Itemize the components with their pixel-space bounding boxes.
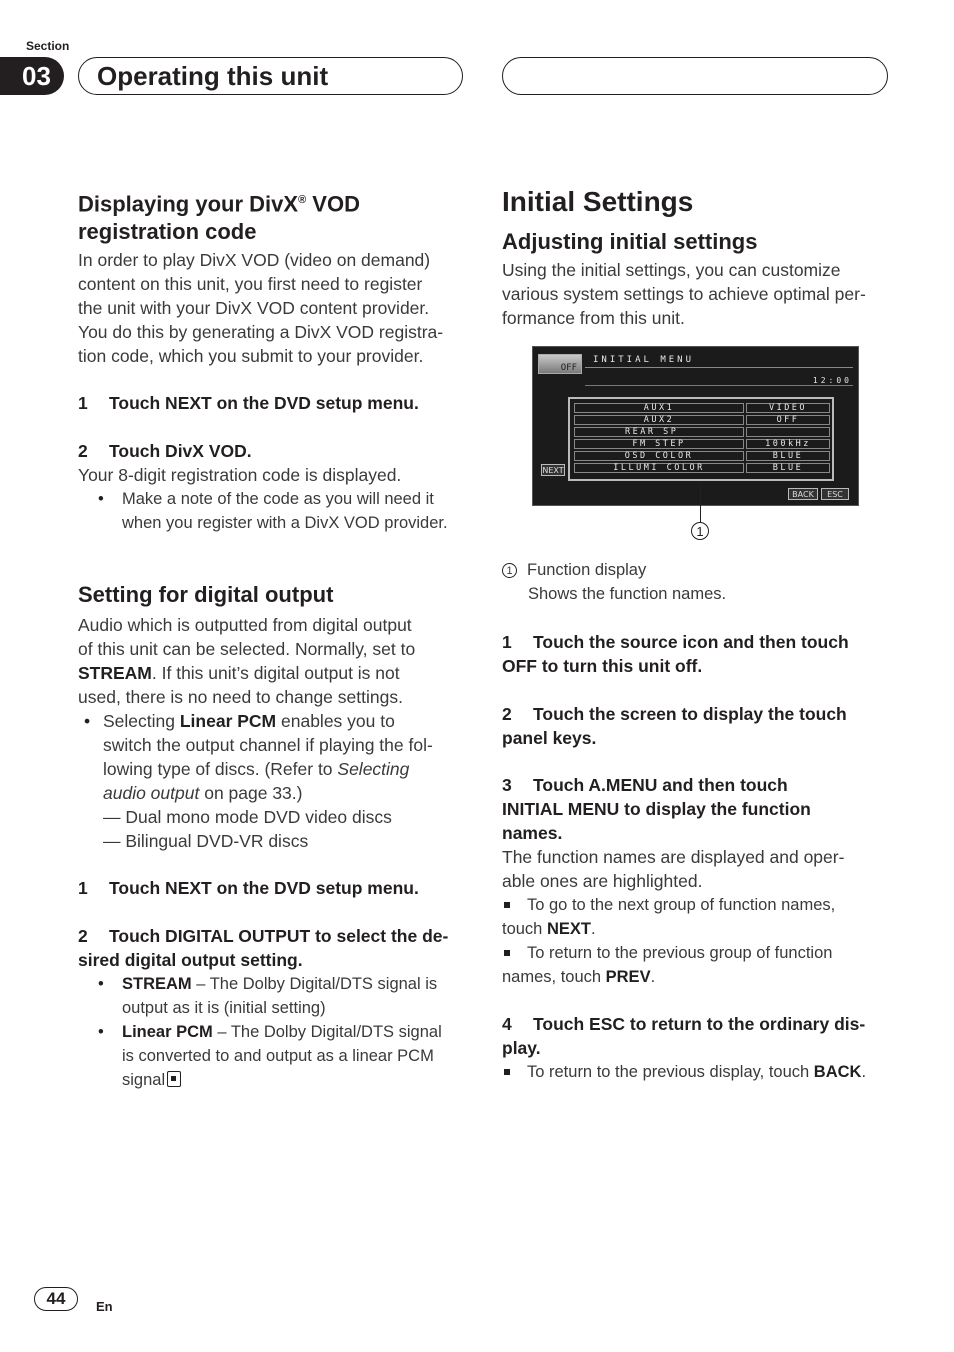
init-step-3: 3 Touch A.MENU and then touch INITIAL MENU to display the function names.	[502, 775, 811, 843]
chapter-title: Operating this unit	[97, 61, 329, 91]
divx-step-2: 2 Touch DivX VOD.	[78, 441, 252, 462]
menu-title: INITIAL MENU	[593, 355, 695, 365]
divx-heading: Displaying your DivX® VOD registration code	[78, 191, 360, 245]
function-display: AUX1 VIDEO AUX2 OFF REAR SP FM STEP 100kHz OSD COLOR BLUE ILLUMI COLOR BLUE	[568, 397, 834, 481]
end-mark-icon	[167, 1071, 181, 1087]
prev-note: To return to the previous group of function	[502, 941, 890, 965]
init-step-1: 1 Touch the source icon and then touch OFF to turn this unit off.	[502, 632, 849, 676]
right-column	[502, 184, 890, 330]
dash-item-2: — Bilingual DVD-VR discs	[103, 831, 309, 852]
initial-settings-title: Initial Settings	[502, 186, 694, 217]
off-button: OFF	[538, 354, 582, 374]
adjusting-heading: Adjusting initial settings	[502, 229, 758, 254]
divx-step-2-desc: Your 8-digit registration code is displayed.	[78, 465, 402, 486]
clock: 12:00	[812, 376, 852, 385]
empty-title-box	[502, 57, 888, 95]
linear-pcm-bullet: • Selecting Linear PCM enables you to switch the output channel if playing the fol- lowing type of discs. (Refer to Selecting audio output on page 33.)	[78, 709, 466, 805]
chapter-title-box	[78, 57, 463, 95]
digital-step-2: 2 Touch DIGITAL OUTPUT to select the de- sired digital output setting.	[78, 926, 449, 971]
callout-line	[700, 482, 701, 522]
callout-number: 1	[691, 522, 709, 540]
divx-note: • Make a note of the code as you will need it when you register with a DivX VOD provider.	[78, 487, 466, 535]
back-button: BACK	[788, 488, 818, 500]
adjusting-body: Using the initial settings, you can customize various system settings to achieve optimal per- formance from this unit.	[502, 260, 866, 328]
linear-pcm-option: • Linear PCM – The Dolby Digital/DTS signal is converted to and output as a linear PCM signal	[78, 1020, 466, 1092]
digital-step-1: 1 Touch NEXT on the DVD setup menu.	[78, 878, 419, 899]
stream-option: • STREAM – The Dolby Digital/DTS signal is output as it is (initial setting)	[78, 972, 466, 1020]
page-number: 44	[34, 1287, 78, 1311]
legend-title: 1 Function display	[502, 558, 890, 582]
section-label: Section	[26, 39, 70, 53]
digital-body: Audio which is outputted from digital output of this unit can be selected. Normally, set to STREAM. If this unit’s digital output is not used, there is no need to change settings.	[78, 615, 416, 708]
next-note: To go to the next group of function names,	[502, 893, 890, 917]
section-number: 03	[0, 57, 64, 95]
back-note: To return to the previous display, touch BACK.	[502, 1060, 890, 1084]
legend-desc: Shows the function names.	[528, 585, 727, 603]
prev-note-2: names, touch PREV.	[502, 968, 656, 986]
left-column	[78, 186, 466, 1092]
initial-menu-screen	[532, 346, 859, 506]
esc-button: ESC	[821, 488, 849, 500]
init-step-4: 4 Touch ESC to return to the ordinary dis- play.	[502, 1014, 866, 1058]
divx-step-1: 1 Touch NEXT on the DVD setup menu.	[78, 393, 419, 414]
dash-item-1: — Dual mono mode DVD video discs	[103, 807, 392, 828]
right-column-lower	[502, 558, 890, 1084]
next-button: NEXT	[542, 466, 564, 475]
language-code: En	[96, 1299, 113, 1314]
digital-output-heading: Setting for digital output	[78, 582, 334, 608]
init-step-2: 2 Touch the screen to display the touch panel keys.	[502, 704, 847, 748]
next-note-2: touch NEXT.	[502, 920, 596, 938]
init-step-3-desc: The function names are displayed and oper- able ones are highlighted.	[502, 847, 845, 891]
divx-body: In order to play DivX VOD (video on demand) content on this unit, you first need to register the unit with your DivX VOD content provider. You do this by generating a DivX VOD registra- tion code, which you submit to your provider.	[78, 250, 444, 367]
